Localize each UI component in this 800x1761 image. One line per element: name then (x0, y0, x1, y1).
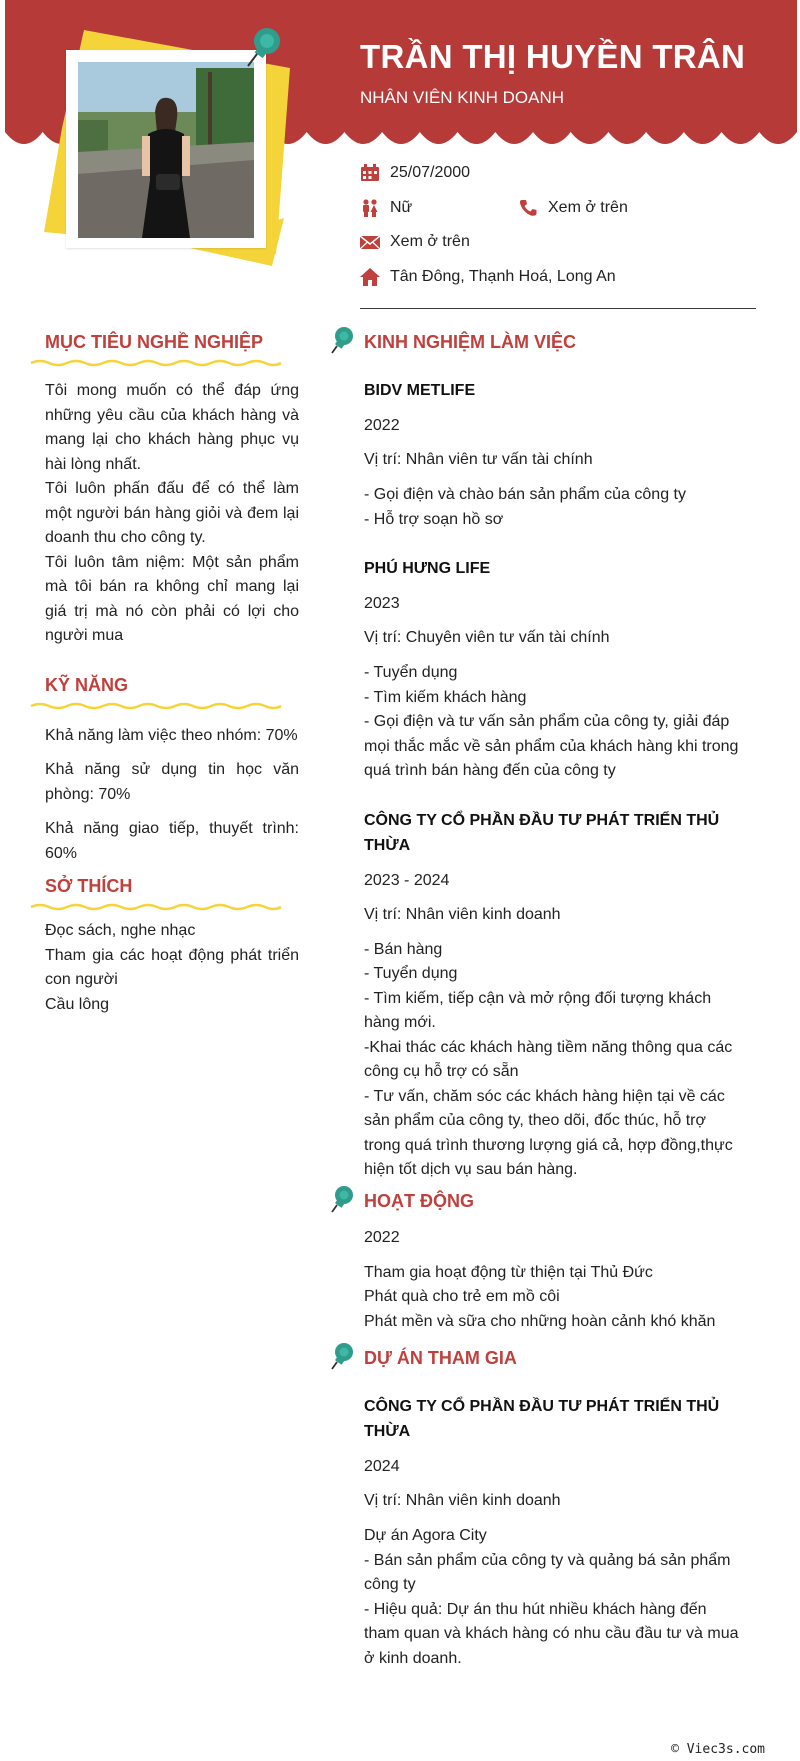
contact-divider (360, 308, 756, 309)
objective-title: MỤC TIÊU NGHỀ NGHIỆP (45, 332, 264, 352)
job-position: Vị trí: Chuyên viên tư vấn tài chính (364, 629, 610, 646)
envelope-icon (360, 233, 380, 251)
job-duty: - Hỗ trợ soạn hồ sơ (364, 510, 504, 528)
skills-section (45, 675, 299, 867)
job-period: 2023 (364, 595, 400, 612)
activity-item: Phát mền và sữa cho những hoàn cảnh khó khăn (364, 1312, 716, 1330)
projects-title: DỰ ÁN THAM GIA (364, 1348, 517, 1368)
gender-icon (360, 199, 380, 217)
activities-title: HOẠT ĐỘNG (364, 1190, 474, 1211)
pushpin-icon (330, 326, 356, 354)
hobbies-underline (29, 901, 283, 913)
job-entry (364, 808, 744, 1183)
job-description (364, 483, 744, 532)
job-company: BIDV METLIFE (364, 382, 476, 399)
hobby-item: Tham gia các hoạt động phát triển con người (45, 946, 299, 988)
job-position: Vị trí: Nhân viên tư vấn tài chính (364, 451, 593, 468)
experience-title: KINH NGHIỆM LÀM VIỆC (364, 332, 577, 352)
job-period: 2023 - 2024 (364, 871, 450, 889)
phone-icon (518, 199, 538, 217)
email-text: Xem ở trên (390, 233, 470, 250)
objective-underline (29, 357, 283, 369)
job-position: Vị trí: Nhân viên kinh doanh (364, 905, 561, 923)
gender-text: Nữ (390, 199, 413, 216)
job-description (364, 661, 744, 784)
contact-address (360, 268, 616, 286)
job-duty: - Tìm kiếm, tiếp cận và mở rộng đối tượng khách hàng mới. (364, 989, 712, 1031)
activities-section (364, 1191, 744, 1335)
project-period: 2024 (364, 1458, 400, 1475)
phone-text: Xem ở trên (548, 199, 628, 216)
profile-photo (78, 62, 254, 238)
job-company: CÔNG TY CỔ PHẦN ĐẦU TƯ PHÁT TRIỂN THỦ THỪA (364, 811, 720, 854)
objective-text (45, 379, 299, 649)
address-text: Tân Đông, Thạnh Hoá, Long An (390, 268, 616, 285)
skill-item: Khả năng sử dụng tin học văn phòng: 70% (45, 761, 299, 803)
job-duty: - Gọi điện và chào bán sản phẩm của công ty (364, 486, 686, 503)
project-line: - Hiệu quả: Dự án thu hút nhiều khách hàng đến tham quan và khách hàng có nhu cầu đầu tư và mua ở kinh doanh. (364, 1600, 739, 1667)
candidate-name: TRẦN THỊ HUYỀN TRÂN (360, 38, 746, 75)
skill-item: Khả năng làm việc theo nhóm: 70% (45, 726, 298, 744)
hobby-item: Đọc sách, nghe nhạc (45, 922, 196, 939)
pushpin-icon (330, 1342, 356, 1370)
project-company: CÔNG TY CỔ PHẦN ĐẦU TƯ PHÁT TRIỂN THỦ THỪA (364, 1398, 720, 1440)
skills-title: KỸ NĂNG (45, 674, 129, 695)
job-duty: - Gọi điện và tư vấn sản phẩm của công ty, giải đáp mọi thắc mắc về sản phẩm của khách hàng khi trong quá trình bán hàng đến của công ty (364, 713, 739, 779)
job-duty: - Tìm kiếm khách hàng (364, 688, 527, 706)
objective-section (45, 332, 299, 649)
job-duty: -Khai thác các khách hàng tiềm năng thông qua các công cụ hỗ trợ có sẵn (364, 1038, 733, 1080)
job-duty: - Tư vấn, chăm sóc các khách hàng hiện tại về các sản phẩm của công ty, theo dõi, đốc thúc, hỗ trợ trong quá trình thương lượng giá cả, hợp đồng,thực hiện tốt dịch vụ sau bán hàng. (364, 1087, 733, 1178)
contact-email (360, 233, 470, 251)
hobbies-list (45, 919, 299, 1017)
right-column (364, 332, 744, 1671)
home-icon (360, 268, 380, 286)
skills-underline (29, 700, 283, 712)
skills-list (45, 724, 299, 867)
hobbies-title: SỞ THÍCH (45, 876, 133, 896)
candidate-job-title: NHÂN VIÊN KINH DOANH (360, 88, 565, 107)
contact-birthday (360, 164, 470, 182)
project-line: Dự án Agora City (364, 1527, 487, 1544)
objective-paragraph: Tôi luôn phấn đấu để có thể làm một người bán hàng giỏi và đem lại doanh thu cho công ty. (45, 480, 299, 546)
activities-period: 2022 (364, 1228, 400, 1246)
photo-pin-icon (245, 24, 285, 68)
job-description (364, 938, 744, 1183)
objective-paragraph: Tôi luôn tâm niệm: Một sản phẩm mà tôi bán ra không chỉ mang lại giá trị mà nó còn phải có lợi cho người mua (45, 553, 299, 644)
project-position: Vị trí: Nhân viên kinh doanh (364, 1492, 561, 1509)
job-period: 2022 (364, 417, 400, 434)
pushpin-icon (330, 1185, 356, 1213)
activity-item: Tham gia hoạt động từ thiện tại Thủ Đức (364, 1263, 653, 1281)
job-duty: - Bán hàng (364, 940, 443, 958)
job-company: PHÚ HƯNG LIFE (364, 560, 491, 577)
job-duty: - Tuyển dụng (364, 965, 458, 982)
activity-item: Phát quà cho trẻ em mồ côi (364, 1288, 560, 1305)
project-line: - Bán sản phẩm của công ty và quảng bá sản phẩm công ty (364, 1551, 731, 1593)
hobbies-section (45, 876, 299, 1017)
birthday-text: 25/07/2000 (390, 164, 471, 181)
project-description (364, 1524, 744, 1671)
contact-phone (518, 199, 628, 217)
job-entry (364, 556, 744, 784)
experience-section (364, 332, 744, 1183)
objective-paragraph: Tôi mong muốn có thể đáp ứng những yêu cầu của khách hàng và mang lại cho khách hàng phục vụ hài lòng nhất. (45, 382, 299, 473)
activities-description (364, 1261, 744, 1335)
projects-section (364, 1348, 744, 1671)
contact-gender (360, 199, 412, 217)
job-duty: - Tuyển dụng (364, 664, 458, 681)
hobby-item: Cầu lông (45, 995, 110, 1013)
calendar-icon (360, 164, 380, 182)
skill-item: Khả năng giao tiếp, thuyết trình: 60% (45, 820, 299, 862)
job-entry (364, 378, 744, 532)
watermark-text: © Viec3s.com (671, 1742, 765, 1757)
left-column (45, 332, 299, 1017)
